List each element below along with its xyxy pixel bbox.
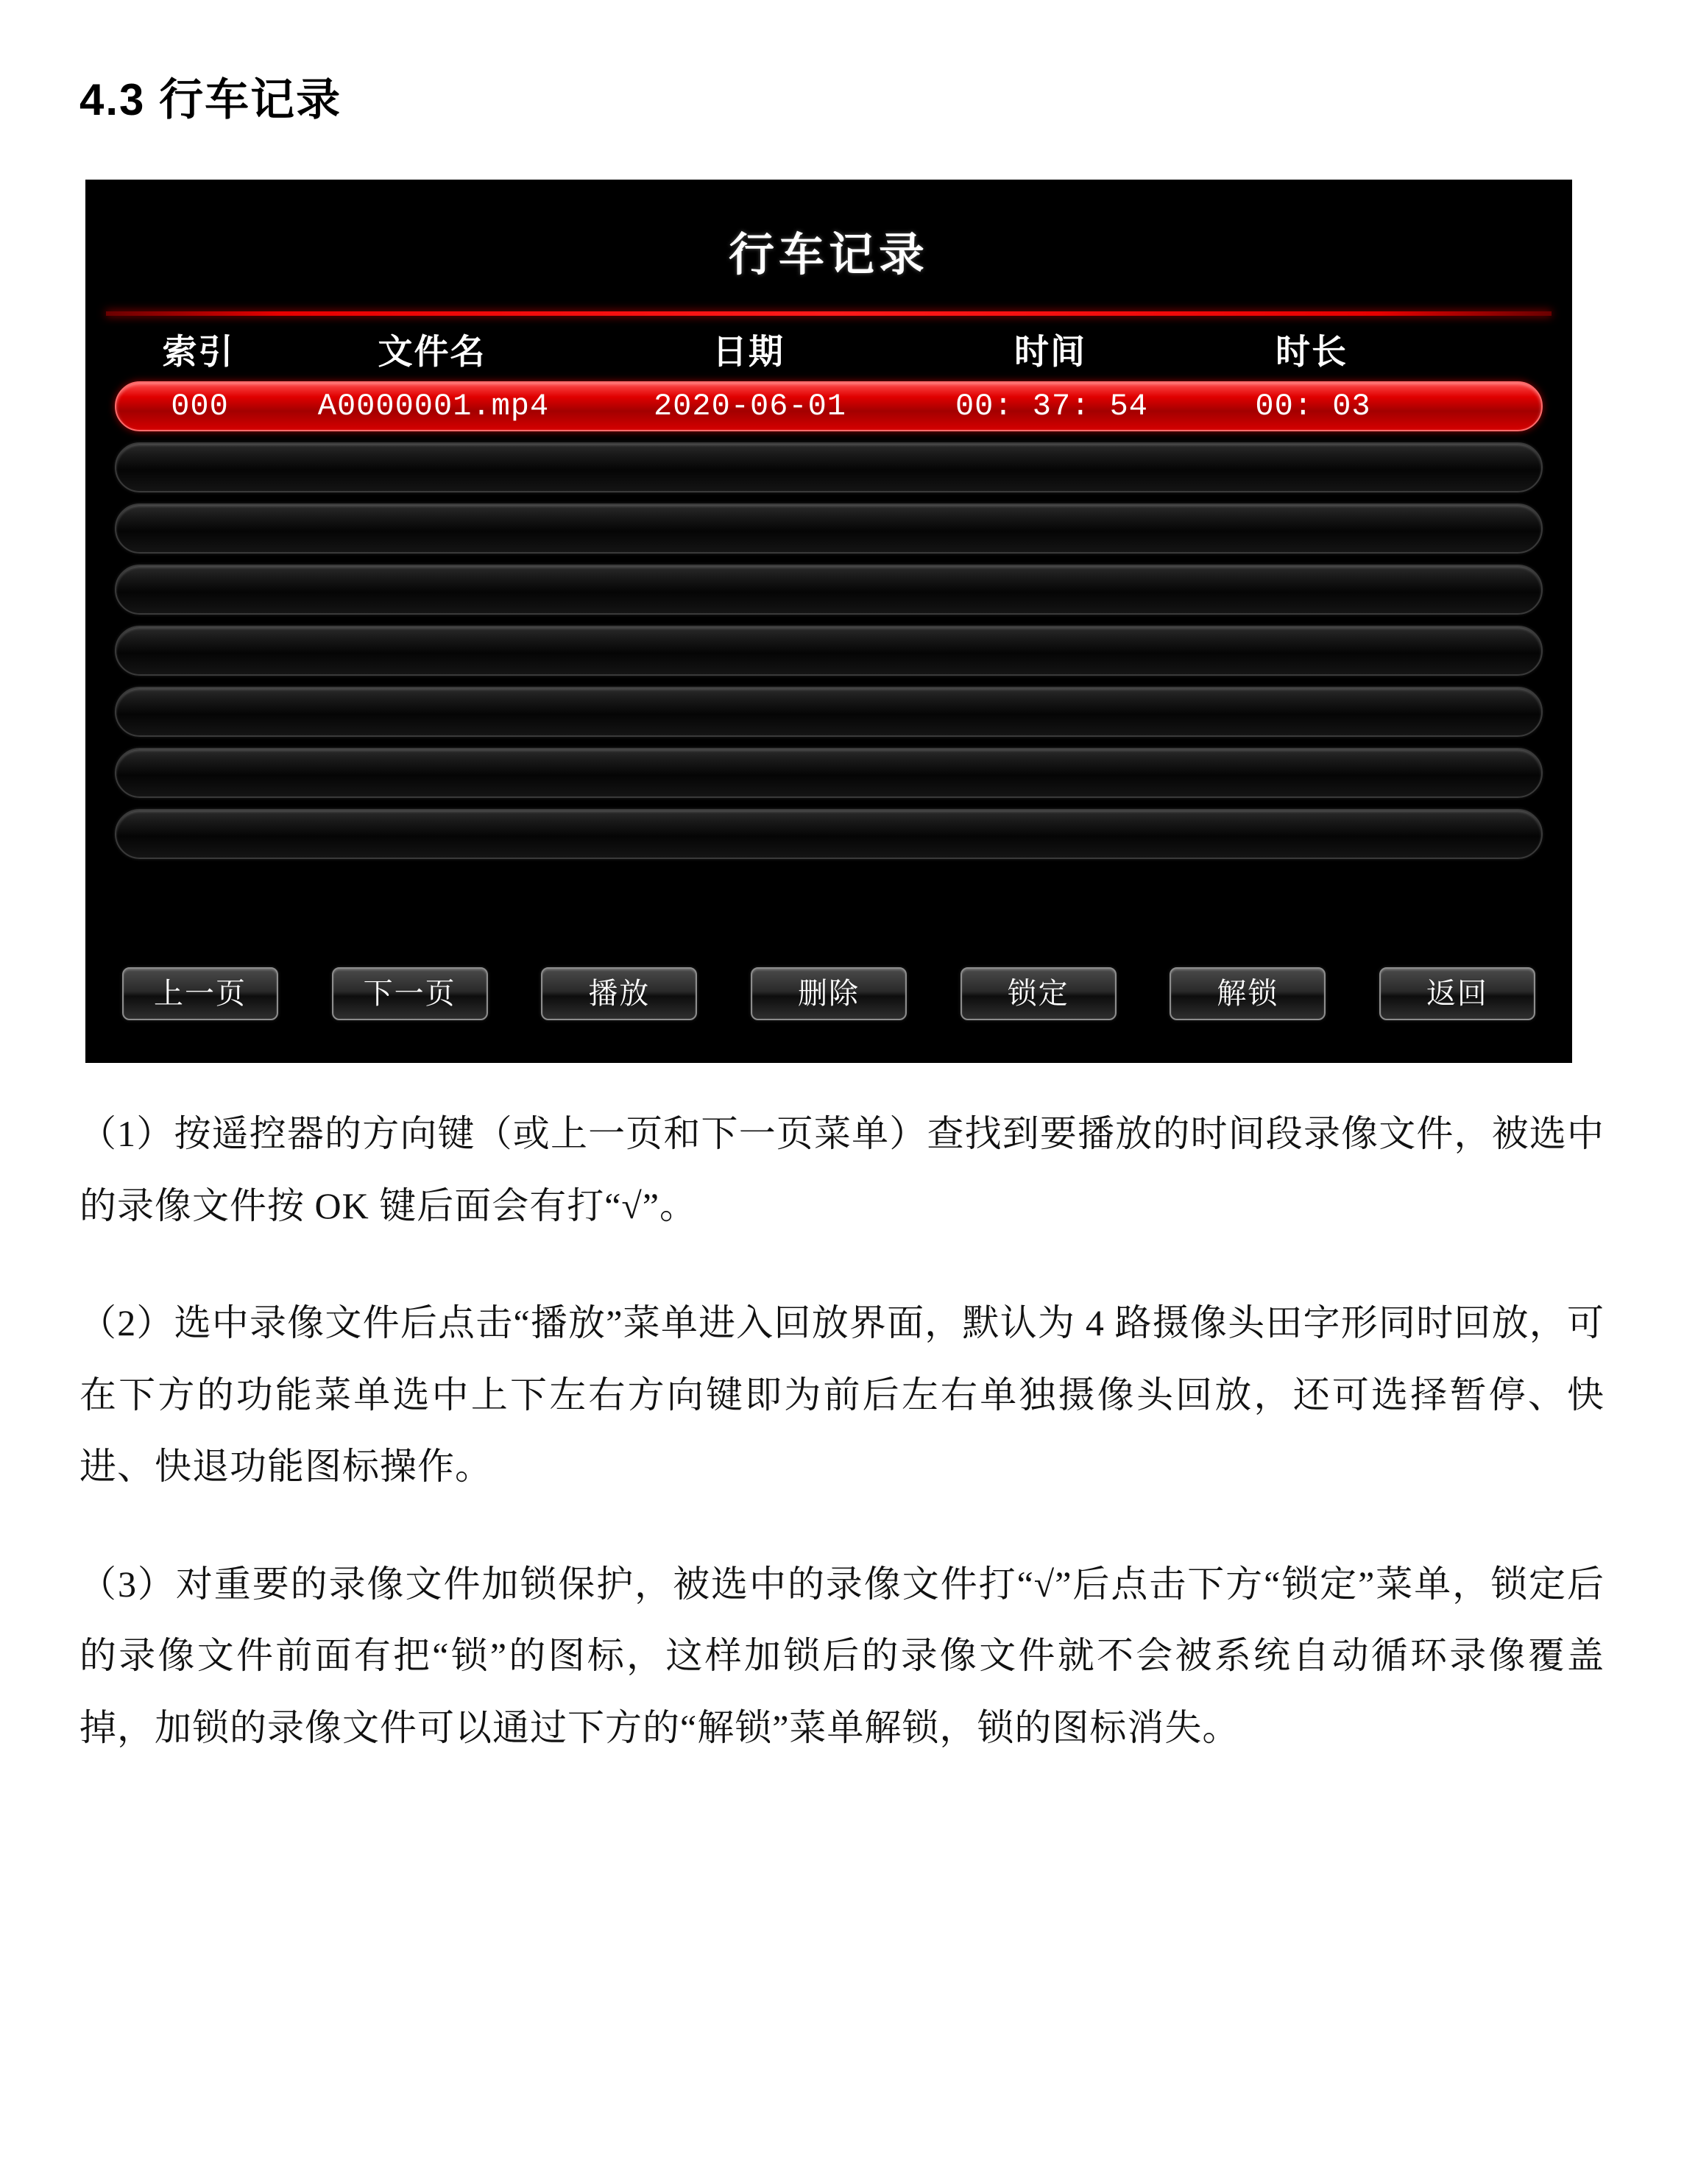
play-button[interactable]: 播放 (541, 967, 697, 1020)
prev-page-button[interactable]: 上一页 (122, 967, 278, 1020)
recording-list (85, 381, 1572, 859)
dvr-screen-screenshot (85, 180, 1572, 1063)
lock-button[interactable]: 锁定 (960, 967, 1117, 1020)
next-page-button[interactable]: 下一页 (332, 967, 488, 1020)
delete-button[interactable]: 删除 (751, 967, 907, 1020)
table-row[interactable] (115, 626, 1543, 676)
paragraph-3: （3）对重要的录像文件加锁保护，被选中的录像文件打“√”后点击下方“锁定”菜单，锁定后的录像文件前面有把“锁”的图标，这样加锁后的录像文件就不会被系统自动循环录像覆盖掉，加锁的录像文件可以通过下方的“解锁”菜单解锁，锁的图标消失。 (79, 1563, 1605, 1748)
screen-button-bar (85, 967, 1572, 1020)
table-row[interactable] (115, 503, 1543, 554)
paragraph-1: （1）按遥控器的方向键（或上一页和下一页菜单）查找到要播放的时间段录像文件，被选中的录像文件按 OK 键后面会有打“√”。 (79, 1113, 1605, 1226)
table-row[interactable] (115, 748, 1543, 798)
column-header-filename: 文件名 (378, 332, 487, 371)
back-button[interactable]: 返回 (1379, 967, 1535, 1020)
table-row[interactable] (115, 809, 1543, 859)
paragraph-2: （2）选中录像文件后点击“播放”菜单进入回放界面，默认为 4 路摄像头田字形同时回放，可在下方的功能菜单选中上下左右方向键即为前后左右单独摄像头回放，还可选择暂停、快进、快退功能图标操作。 (79, 1302, 1605, 1487)
column-header-date: 日期 (712, 332, 785, 371)
table-row[interactable] (115, 442, 1543, 492)
cell-filename: A0000001.mp4 (317, 389, 550, 424)
page-title: 4.3 行车记录 (79, 75, 342, 124)
table-row[interactable] (115, 381, 1543, 431)
table-column-headers (85, 316, 1572, 381)
cell-time: 00: 37: 54 (955, 389, 1149, 424)
body-text (79, 1098, 1605, 1764)
column-header-duration: 时长 (1276, 332, 1348, 371)
column-header-time: 时间 (1014, 332, 1086, 371)
table-row[interactable] (115, 687, 1543, 737)
table-row[interactable] (115, 565, 1543, 615)
unlock-button[interactable]: 解锁 (1170, 967, 1326, 1020)
screen-title: 行车记录 (728, 230, 929, 280)
column-header-index: 索引 (162, 332, 235, 371)
cell-date: 2020-06-01 (653, 389, 847, 424)
cell-duration: 00: 03 (1255, 389, 1371, 424)
cell-index: 000 (171, 389, 229, 424)
